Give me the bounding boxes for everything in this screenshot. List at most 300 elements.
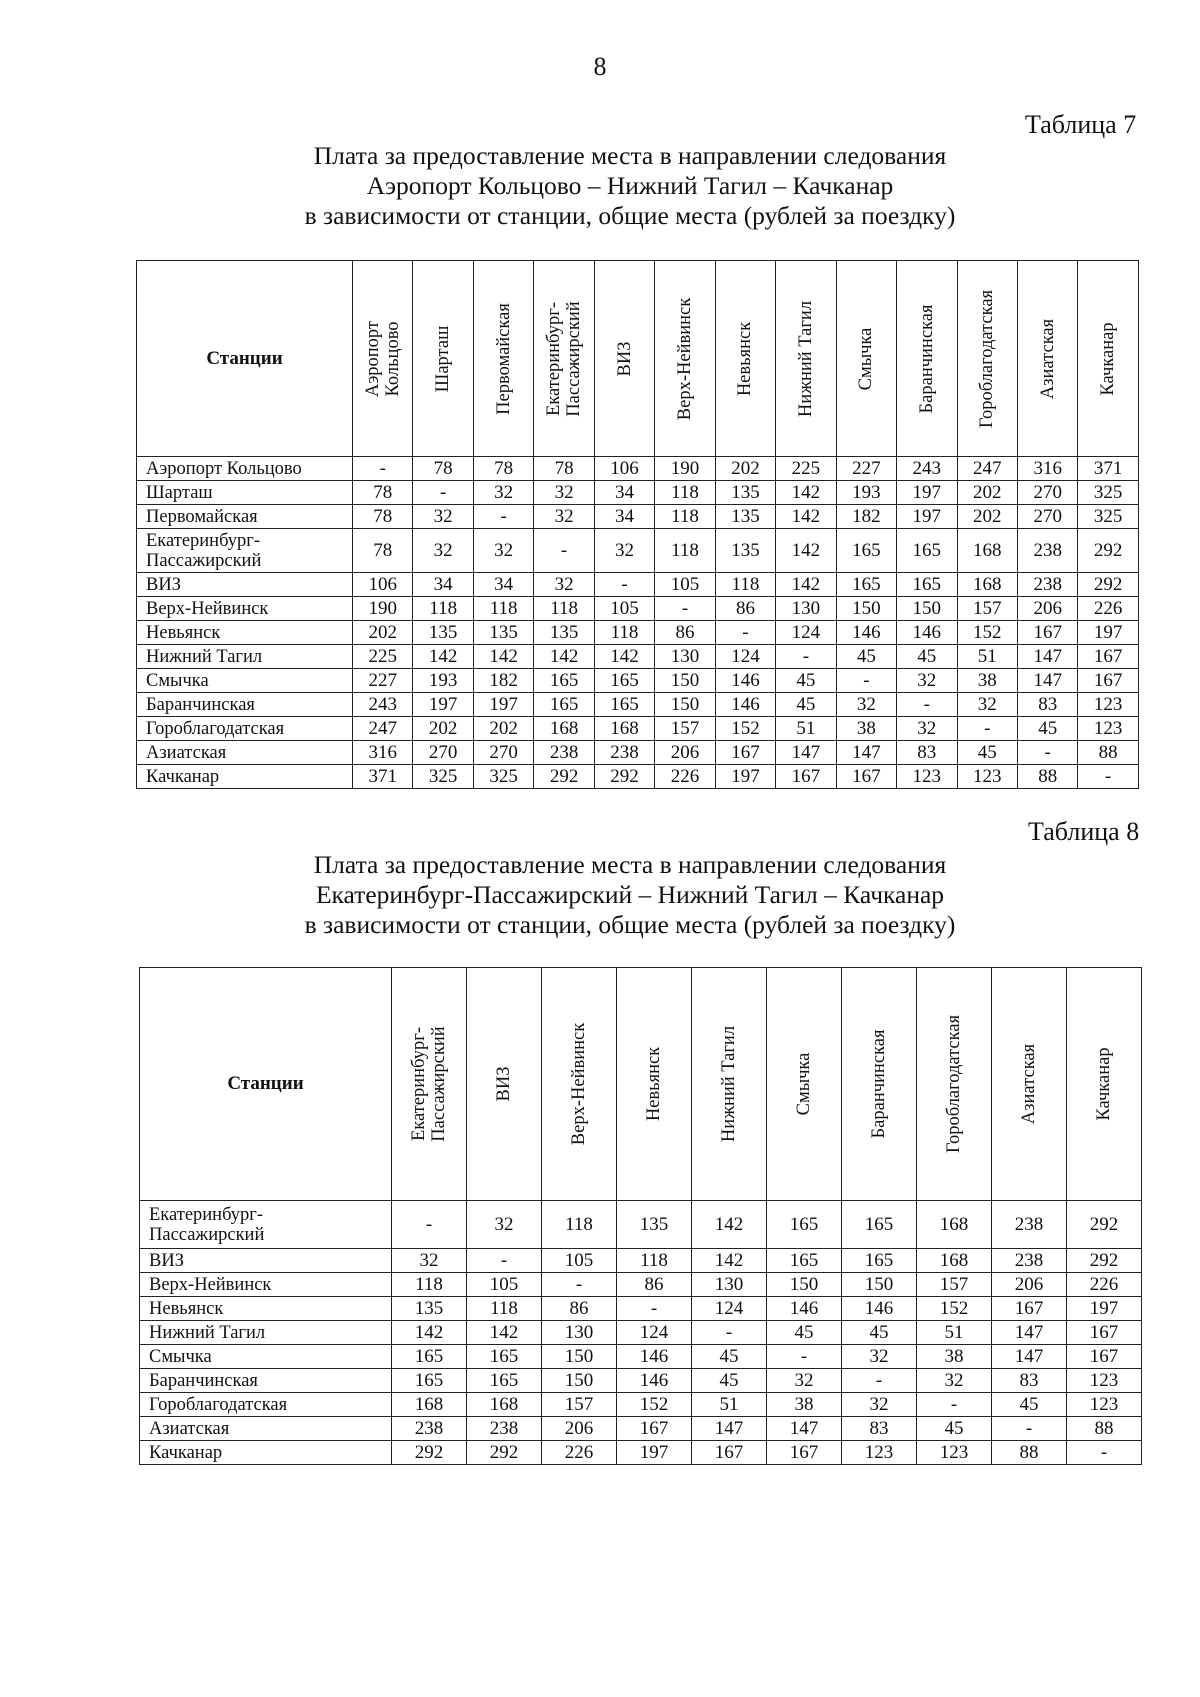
fare-cell: 197 bbox=[473, 693, 533, 717]
fare-cell: 86 bbox=[715, 597, 775, 621]
column-header-text: Баранчинская bbox=[916, 304, 937, 413]
fare-cell: 32 bbox=[473, 481, 533, 505]
fare-cell: 197 bbox=[413, 693, 473, 717]
fare-cell: 118 bbox=[473, 597, 533, 621]
fare-cell: 165 bbox=[392, 1345, 467, 1369]
fare-cell: - bbox=[534, 529, 594, 573]
fare-cell: 118 bbox=[655, 505, 715, 529]
fare-cell: 167 bbox=[692, 1441, 767, 1465]
fare-cell: - bbox=[767, 1345, 842, 1369]
station-name bbox=[137, 621, 353, 645]
fare-cell: - bbox=[992, 1417, 1067, 1441]
fare-cell: 167 bbox=[1067, 1345, 1142, 1369]
fare-cell: 45 bbox=[692, 1369, 767, 1393]
fare-cell: 146 bbox=[715, 669, 775, 693]
station-name bbox=[137, 457, 353, 481]
fare-cell: 118 bbox=[534, 597, 594, 621]
fare-cell: 165 bbox=[467, 1369, 542, 1393]
table-row bbox=[140, 1321, 1142, 1345]
fare-cell: 247 bbox=[957, 457, 1017, 481]
fare-cell: 197 bbox=[617, 1441, 692, 1465]
station-name-line: Пассажирский bbox=[149, 1224, 265, 1245]
column-header-text: Баранчинская bbox=[869, 1029, 889, 1139]
fare-cell: 227 bbox=[836, 457, 896, 481]
fare-cell: 32 bbox=[917, 1369, 992, 1393]
fare-cell: 123 bbox=[1067, 1369, 1142, 1393]
fare-cell: 32 bbox=[842, 1393, 917, 1417]
fare-cell: 146 bbox=[836, 621, 896, 645]
fare-cell: 197 bbox=[715, 765, 775, 789]
station-name-line: Азиатская bbox=[149, 1418, 230, 1439]
station-name-line: Азиатская bbox=[146, 742, 227, 763]
fare-cell: 167 bbox=[992, 1297, 1067, 1321]
fare-cell: 157 bbox=[957, 597, 1017, 621]
fare-cell: 150 bbox=[897, 597, 957, 621]
table-row bbox=[137, 621, 1139, 645]
fare-cell: 118 bbox=[542, 1201, 617, 1249]
fare-cell: 168 bbox=[917, 1201, 992, 1249]
column-header-text: Шарташ bbox=[433, 325, 454, 392]
station-name-line: Смычка bbox=[146, 670, 209, 691]
fare-cell: 165 bbox=[594, 693, 654, 717]
fare-cell: 142 bbox=[776, 505, 836, 529]
table-row bbox=[140, 1297, 1142, 1321]
fare-cell: 32 bbox=[767, 1369, 842, 1393]
fare-cell: 123 bbox=[1067, 1393, 1142, 1417]
fare-cell: 193 bbox=[836, 481, 896, 505]
column-header-text: Верх-Нейвинск bbox=[569, 1022, 589, 1146]
table-row bbox=[140, 1201, 1142, 1249]
fare-cell: - bbox=[413, 481, 473, 505]
fare-cell: 182 bbox=[473, 669, 533, 693]
fare-cell: 226 bbox=[1078, 597, 1138, 621]
fare-cell: 165 bbox=[534, 669, 594, 693]
fare-cell: 238 bbox=[392, 1417, 467, 1441]
fare-cell: 105 bbox=[467, 1273, 542, 1297]
column-header-text: Нижний Тагил bbox=[795, 300, 816, 417]
fare-cell: 165 bbox=[467, 1345, 542, 1369]
fare-cell: 147 bbox=[1017, 669, 1077, 693]
station-name bbox=[137, 693, 353, 717]
table-row bbox=[140, 1393, 1142, 1417]
fare-cell: 142 bbox=[594, 645, 654, 669]
fare-cell: 123 bbox=[1078, 717, 1138, 741]
fare-cell: 32 bbox=[473, 529, 533, 573]
table-row bbox=[140, 1273, 1142, 1297]
fare-cell: 202 bbox=[715, 457, 775, 481]
fare-cell: 78 bbox=[534, 457, 594, 481]
station-name-line: Первомайская bbox=[146, 506, 258, 527]
fare-cell: 78 bbox=[413, 457, 473, 481]
fare-cell: 325 bbox=[1078, 505, 1138, 529]
fare-cell: 165 bbox=[767, 1249, 842, 1273]
fare-cell: - bbox=[897, 693, 957, 717]
table7-title bbox=[150, 141, 1110, 231]
fare-cell: 78 bbox=[353, 529, 413, 573]
table-row bbox=[137, 717, 1139, 741]
column-header-text: Качканар bbox=[1098, 321, 1119, 396]
station-name-line: Верх-Нейвинск bbox=[146, 598, 269, 619]
fare-cell: - bbox=[715, 621, 775, 645]
fare-cell: - bbox=[617, 1297, 692, 1321]
station-name bbox=[137, 669, 353, 693]
station-name bbox=[140, 1345, 392, 1369]
stations-header: Станции bbox=[140, 968, 392, 1201]
fare-cell: 86 bbox=[655, 621, 715, 645]
column-header bbox=[715, 261, 775, 457]
fare-cell: 202 bbox=[473, 717, 533, 741]
fare-cell: 197 bbox=[897, 481, 957, 505]
fare-cell: 45 bbox=[897, 645, 957, 669]
station-name-line: Гороблагодатская bbox=[146, 718, 285, 739]
fare-cell: 38 bbox=[957, 669, 1017, 693]
stations-header: Станции bbox=[137, 261, 353, 457]
fare-cell: 292 bbox=[1067, 1249, 1142, 1273]
fare-cell: 130 bbox=[692, 1273, 767, 1297]
station-name-line: Баранчинская bbox=[149, 1370, 258, 1391]
column-header bbox=[392, 968, 467, 1201]
fare-cell: 118 bbox=[655, 529, 715, 573]
fare-cell: 106 bbox=[353, 573, 413, 597]
fare-cell: 168 bbox=[467, 1393, 542, 1417]
column-header bbox=[473, 261, 533, 457]
fare-cell: 118 bbox=[715, 573, 775, 597]
column-header-text: Гороблагодатская bbox=[977, 289, 998, 428]
fare-cell: 157 bbox=[917, 1273, 992, 1297]
fare-cell: 118 bbox=[413, 597, 473, 621]
fare-cell: 32 bbox=[897, 717, 957, 741]
fare-cell: - bbox=[473, 505, 533, 529]
column-header bbox=[842, 968, 917, 1201]
fare-cell: 152 bbox=[917, 1297, 992, 1321]
table-row bbox=[137, 481, 1139, 505]
fare-cell: 292 bbox=[467, 1441, 542, 1465]
fare-cell: 88 bbox=[1067, 1417, 1142, 1441]
fare-cell: 238 bbox=[992, 1201, 1067, 1249]
station-name-line: Качканар bbox=[146, 766, 220, 787]
station-name-line: Баранчинская bbox=[146, 694, 255, 715]
fare-cell: - bbox=[836, 669, 896, 693]
fare-cell: 165 bbox=[392, 1369, 467, 1393]
station-name bbox=[137, 573, 353, 597]
fare-cell: 32 bbox=[836, 693, 896, 717]
fare-cell: 226 bbox=[655, 765, 715, 789]
fare-cell: 206 bbox=[992, 1273, 1067, 1297]
fare-cell: 147 bbox=[1017, 645, 1077, 669]
column-header-text: Качканар bbox=[1094, 1047, 1114, 1121]
fare-cell: 83 bbox=[897, 741, 957, 765]
station-name-line: ВИЗ bbox=[146, 574, 181, 595]
fare-cell: 150 bbox=[542, 1345, 617, 1369]
fare-cell: 51 bbox=[917, 1321, 992, 1345]
fare-cell: 124 bbox=[776, 621, 836, 645]
table8-label: Таблица 8 bbox=[1028, 817, 1140, 846]
station-name bbox=[140, 1201, 392, 1249]
fare-cell: 226 bbox=[542, 1441, 617, 1465]
fare-cell: 88 bbox=[1017, 765, 1077, 789]
column-header bbox=[917, 968, 992, 1201]
fare-cell: 135 bbox=[715, 481, 775, 505]
fare-cell: 168 bbox=[392, 1393, 467, 1417]
station-name bbox=[140, 1273, 392, 1297]
station-name-line: Пассажирский bbox=[146, 550, 262, 571]
fare-cell: 123 bbox=[1078, 693, 1138, 717]
fare-cell: 146 bbox=[715, 693, 775, 717]
fare-cell: 51 bbox=[776, 717, 836, 741]
fare-cell: 32 bbox=[594, 529, 654, 573]
fare-cell: 206 bbox=[655, 741, 715, 765]
fare-cell: 83 bbox=[992, 1369, 1067, 1393]
table7-title-line: Плата за предоставление места в направлении следования bbox=[313, 141, 947, 170]
fare-cell: 45 bbox=[767, 1321, 842, 1345]
table-row bbox=[137, 573, 1139, 597]
fare-cell: - bbox=[842, 1369, 917, 1393]
fare-cell: 225 bbox=[776, 457, 836, 481]
column-header bbox=[692, 968, 767, 1201]
table-row bbox=[137, 741, 1139, 765]
table-row bbox=[137, 645, 1139, 669]
fare-cell: 124 bbox=[617, 1321, 692, 1345]
fare-cell: 146 bbox=[767, 1297, 842, 1321]
fare-cell: 238 bbox=[534, 741, 594, 765]
fare-cell: 83 bbox=[1017, 693, 1077, 717]
fare-cell: 167 bbox=[1078, 669, 1138, 693]
station-name bbox=[140, 1249, 392, 1273]
column-header bbox=[534, 261, 594, 457]
fare-cell: 292 bbox=[594, 765, 654, 789]
header-row bbox=[140, 968, 1142, 1201]
fare-cell: 130 bbox=[655, 645, 715, 669]
fare-cell: 270 bbox=[1017, 481, 1077, 505]
fare-cell: 142 bbox=[534, 645, 594, 669]
fare-cell: 38 bbox=[917, 1345, 992, 1369]
fare-cell: 165 bbox=[897, 573, 957, 597]
column-header-text: Азиатская bbox=[1019, 1043, 1039, 1125]
fare-cell: 193 bbox=[413, 669, 473, 693]
table-row bbox=[137, 505, 1139, 529]
fare-cell: 292 bbox=[1078, 529, 1138, 573]
fare-cell: 142 bbox=[776, 481, 836, 505]
fare-cell: 123 bbox=[917, 1441, 992, 1465]
fare-cell: 167 bbox=[715, 741, 775, 765]
station-name-line: Гороблагодатская bbox=[149, 1394, 288, 1415]
fare-cell: 32 bbox=[413, 529, 473, 573]
table7-label: Таблица 7 bbox=[1025, 110, 1137, 139]
fare-cell: 371 bbox=[1078, 457, 1138, 481]
fare-cell: 202 bbox=[413, 717, 473, 741]
fare-cell: 226 bbox=[1067, 1273, 1142, 1297]
fare-cell: 197 bbox=[897, 505, 957, 529]
station-name bbox=[140, 1369, 392, 1393]
station-name bbox=[140, 1393, 392, 1417]
column-header-text: Смычка bbox=[794, 1052, 814, 1116]
fare-cell: 270 bbox=[473, 741, 533, 765]
station-name-line: Шарташ bbox=[146, 482, 213, 503]
fare-cell: 371 bbox=[353, 765, 413, 789]
fare-cell: 124 bbox=[715, 645, 775, 669]
column-header-text: Гороблагодатская bbox=[944, 1014, 964, 1154]
fare-cell: 167 bbox=[1017, 621, 1077, 645]
column-header-text: Невьянск bbox=[644, 1046, 664, 1122]
fare-cell: - bbox=[467, 1249, 542, 1273]
fare-cell: 168 bbox=[957, 529, 1017, 573]
fare-cell: 142 bbox=[473, 645, 533, 669]
table-row bbox=[140, 1249, 1142, 1273]
station-name bbox=[140, 1321, 392, 1345]
station-name-line: Смычка bbox=[149, 1346, 212, 1367]
fare-cell: 316 bbox=[1017, 457, 1077, 481]
fare-cell: - bbox=[1067, 1441, 1142, 1465]
fare-cell: 118 bbox=[467, 1297, 542, 1321]
column-header bbox=[413, 261, 473, 457]
fare-cell: 32 bbox=[957, 693, 1017, 717]
station-name bbox=[140, 1297, 392, 1321]
fare-cell: 165 bbox=[767, 1201, 842, 1249]
column-header-text: Екатеринбург- bbox=[544, 301, 565, 416]
column-header-text: Невьянск bbox=[735, 321, 756, 396]
fare-cell: 238 bbox=[467, 1417, 542, 1441]
fare-cell: 182 bbox=[836, 505, 896, 529]
fare-cell: 152 bbox=[715, 717, 775, 741]
station-name-line: Аэропорт Кольцово bbox=[146, 458, 302, 479]
fare-cell: 123 bbox=[842, 1441, 917, 1465]
fare-cell: 167 bbox=[1067, 1321, 1142, 1345]
fare-cell: 38 bbox=[836, 717, 896, 741]
fare-cell: 165 bbox=[594, 669, 654, 693]
fare-cell: 165 bbox=[842, 1201, 917, 1249]
fare-cell: 124 bbox=[692, 1297, 767, 1321]
fare-cell: 243 bbox=[897, 457, 957, 481]
column-header bbox=[542, 968, 617, 1201]
station-name bbox=[137, 481, 353, 505]
column-header-text: Верх-Нейвинск bbox=[674, 297, 695, 420]
column-header bbox=[957, 261, 1017, 457]
fare-cell: 45 bbox=[836, 645, 896, 669]
fare-cell: 135 bbox=[392, 1297, 467, 1321]
fare-cell: 146 bbox=[897, 621, 957, 645]
fare-cell: 167 bbox=[776, 765, 836, 789]
fare-cell: 167 bbox=[767, 1441, 842, 1465]
fare-cell: 247 bbox=[353, 717, 413, 741]
column-header-text: ВИЗ bbox=[494, 1066, 514, 1102]
fare-cell: 45 bbox=[917, 1417, 992, 1441]
table8-title-line: Екатеринбург-Пассажирский – Нижний Тагил – Качканар bbox=[315, 880, 945, 909]
fare-cell: - bbox=[542, 1273, 617, 1297]
fare-cell: 88 bbox=[992, 1441, 1067, 1465]
fare-cell: 142 bbox=[776, 573, 836, 597]
fare-cell: - bbox=[655, 597, 715, 621]
fare-cell: - bbox=[776, 645, 836, 669]
fare-cell: 197 bbox=[1067, 1297, 1142, 1321]
fare-cell: 32 bbox=[897, 669, 957, 693]
fare-cell: 34 bbox=[413, 573, 473, 597]
fare-cell: 45 bbox=[957, 741, 1017, 765]
fare-cell: 292 bbox=[1078, 573, 1138, 597]
fare-cell: 243 bbox=[353, 693, 413, 717]
fare-cell: 45 bbox=[842, 1321, 917, 1345]
column-header bbox=[594, 261, 654, 457]
fare-cell: 34 bbox=[594, 481, 654, 505]
page-number: 8 bbox=[593, 52, 607, 81]
column-header bbox=[467, 968, 542, 1201]
fare-cell: 135 bbox=[715, 505, 775, 529]
table-row bbox=[140, 1345, 1142, 1369]
column-header bbox=[836, 261, 896, 457]
station-name-line: Качканар bbox=[149, 1442, 223, 1463]
fare-cell: 105 bbox=[594, 597, 654, 621]
fare-cell: 105 bbox=[655, 573, 715, 597]
table8-title-line: Плата за предоставление места в направлении следования bbox=[313, 850, 947, 879]
fare-cell: - bbox=[957, 717, 1017, 741]
column-header-text: Екатеринбург- bbox=[409, 1026, 429, 1142]
fare-cell: 168 bbox=[917, 1249, 992, 1273]
station-name bbox=[137, 529, 353, 573]
table-row bbox=[140, 1369, 1142, 1393]
fare-cell: 150 bbox=[655, 669, 715, 693]
table-row bbox=[140, 1417, 1142, 1441]
fare-cell: 206 bbox=[542, 1417, 617, 1441]
fare-cell: 32 bbox=[534, 573, 594, 597]
fare-cell: 150 bbox=[655, 693, 715, 717]
table-row bbox=[137, 457, 1139, 481]
fare-cell: 142 bbox=[692, 1249, 767, 1273]
column-header bbox=[617, 968, 692, 1201]
fare-cell: - bbox=[1017, 741, 1077, 765]
column-header-text: Кольцово bbox=[382, 320, 403, 397]
fare-cell: 227 bbox=[353, 669, 413, 693]
fare-cell: 157 bbox=[655, 717, 715, 741]
fare-cell: 45 bbox=[776, 669, 836, 693]
station-name-line: Екатеринбург- bbox=[149, 1204, 264, 1225]
fare-cell: 32 bbox=[842, 1345, 917, 1369]
table-row bbox=[137, 765, 1139, 789]
column-header-text: ВИЗ bbox=[614, 341, 635, 376]
fare-cell: 142 bbox=[392, 1321, 467, 1345]
column-header bbox=[992, 968, 1067, 1201]
fare-cell: 135 bbox=[617, 1201, 692, 1249]
fare-cell: 238 bbox=[992, 1249, 1067, 1273]
fare-cell: 168 bbox=[534, 717, 594, 741]
fare-cell: 150 bbox=[542, 1369, 617, 1393]
fare-cell: 142 bbox=[467, 1321, 542, 1345]
fare-cell: 123 bbox=[957, 765, 1017, 789]
fare-cell: 147 bbox=[992, 1321, 1067, 1345]
fare-cell: 270 bbox=[1017, 505, 1077, 529]
fare-cell: 118 bbox=[594, 621, 654, 645]
fare-cell: 45 bbox=[992, 1393, 1067, 1417]
fare-cell: 142 bbox=[692, 1201, 767, 1249]
fare-cell: 105 bbox=[542, 1249, 617, 1273]
fare-cell: 142 bbox=[413, 645, 473, 669]
column-header bbox=[767, 968, 842, 1201]
fare-cell: 146 bbox=[617, 1345, 692, 1369]
fare-cell: 325 bbox=[413, 765, 473, 789]
fare-cell: 88 bbox=[1078, 741, 1138, 765]
fare-cell: 135 bbox=[534, 621, 594, 645]
fare-cell: 325 bbox=[1078, 481, 1138, 505]
fare-cell: 152 bbox=[617, 1393, 692, 1417]
column-header-text: Смычка bbox=[856, 327, 877, 390]
fare-cell: 152 bbox=[957, 621, 1017, 645]
fare-cell: 147 bbox=[992, 1345, 1067, 1369]
station-name bbox=[137, 597, 353, 621]
fare-cell: 165 bbox=[836, 573, 896, 597]
fare-cell: 167 bbox=[617, 1417, 692, 1441]
station-name-line: ВИЗ bbox=[149, 1250, 184, 1271]
station-name bbox=[140, 1441, 392, 1465]
fare-cell: 165 bbox=[534, 693, 594, 717]
column-header-text: Первомайская bbox=[493, 302, 514, 415]
